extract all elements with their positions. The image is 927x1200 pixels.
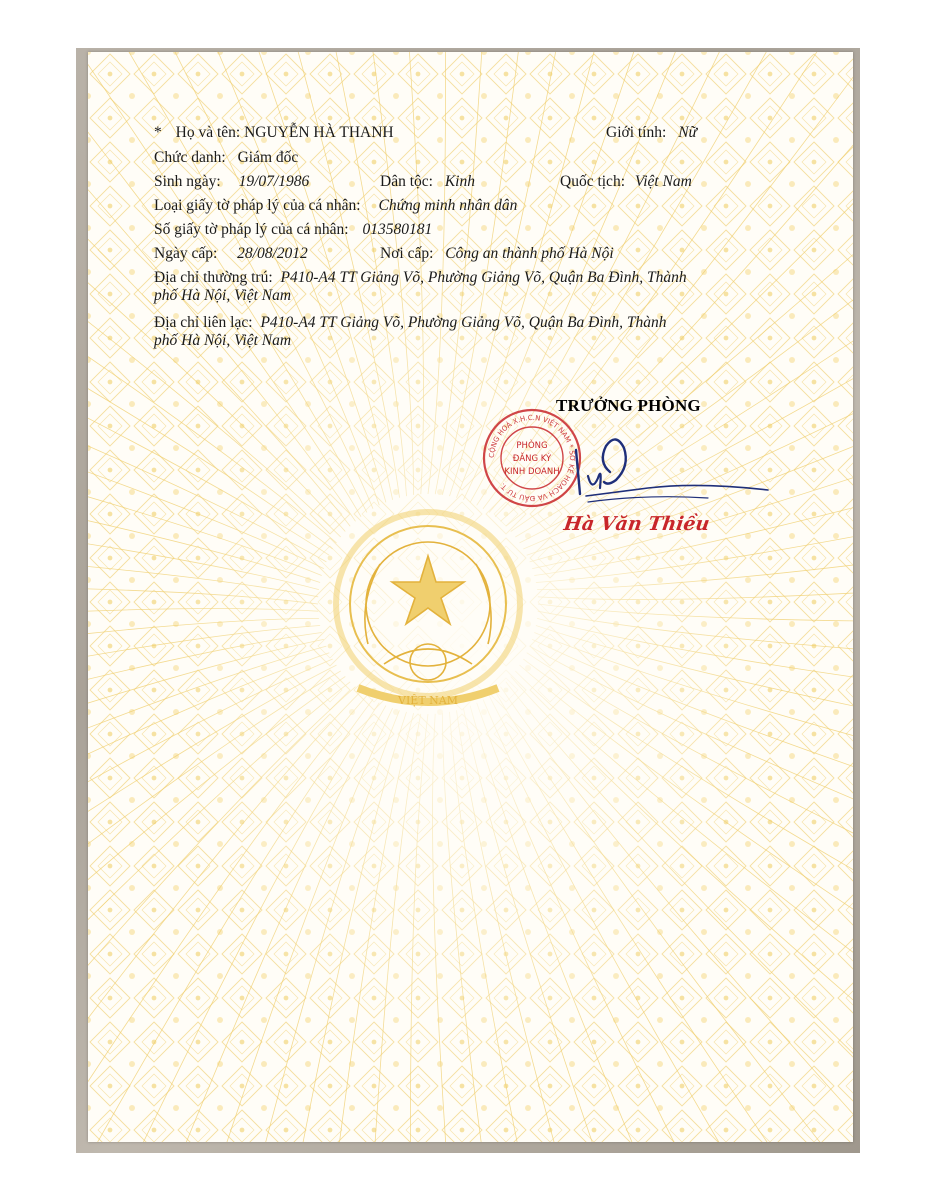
- permanent-address-line2: phố Hà Nội, Việt Nam: [154, 287, 292, 304]
- issue-date-row: [154, 245, 308, 263]
- gender-row: [606, 124, 697, 142]
- id-number-row: [154, 221, 432, 239]
- contact-address-line2: phố Hà Nội, Việt Nam: [154, 332, 292, 349]
- nationality-label: Quốc tịch:: [560, 173, 625, 190]
- title-value: Giám đốc: [237, 149, 299, 166]
- issue-place-row: [380, 245, 614, 263]
- handwritten-signature: [558, 432, 778, 512]
- id-number-value: 013580181: [362, 221, 433, 238]
- id-type-value: Chứng minh nhân dân: [378, 197, 518, 214]
- permanent-address-row: [154, 269, 687, 287]
- svg-text:PHÒNG: PHÒNG: [516, 441, 548, 451]
- gender-label: Giới tính:: [606, 124, 667, 141]
- title-label: Chức danh:: [154, 149, 226, 166]
- name-value: NGUYỄN HÀ THANH: [244, 124, 394, 141]
- svg-text:KINH DOANH: KINH DOANH: [504, 467, 560, 477]
- name-row: [154, 124, 394, 142]
- nationality-row: [560, 173, 692, 191]
- dob-row: [154, 173, 309, 191]
- id-type-row: [154, 197, 517, 215]
- permanent-address-label: Địa chỉ thường trú:: [154, 269, 273, 286]
- signer-position-title: TRƯỞNG PHÒNG: [556, 396, 701, 415]
- permanent-address-line1: P410-A4 TT Giảng Võ, Phường Giảng Võ, Quận Ba Đình, Thành: [280, 269, 687, 286]
- title-row: [154, 149, 298, 167]
- nationality-value: Việt Nam: [634, 173, 692, 190]
- svg-text:CỘNG HOÀ X.H.C.N VIỆT NAM * SỞ: CỘNG HOÀ X.H.C.N VIỆT NAM * SỞ KẾ HOẠCH VÀ ĐẦU TƯ T.: [487, 413, 577, 503]
- name-label: Họ và tên:: [175, 124, 241, 141]
- ethnic-label: Dân tộc:: [380, 173, 433, 190]
- contact-address-line1: P410-A4 TT Giảng Võ, Phường Giảng Võ, Quận Ba Đình, Thành: [260, 314, 667, 331]
- ethnic-value: Kinh: [444, 173, 475, 190]
- svg-text:VIỆT NAM: VIỆT NAM: [398, 694, 458, 707]
- contact-address-row: [154, 314, 667, 332]
- issue-place-value: Công an thành phố Hà Nội: [445, 245, 614, 262]
- contact-address-label: Địa chỉ liên lạc:: [154, 314, 253, 331]
- ethnic-row: [380, 173, 475, 191]
- bullet-marker: *: [154, 124, 162, 141]
- gender-value: Nữ: [678, 124, 697, 141]
- issue-date-value: 28/08/2012: [237, 245, 308, 262]
- id-type-label: Loại giấy tờ pháp lý của cá nhân:: [154, 197, 361, 214]
- dob-label: Sinh ngày:: [154, 173, 221, 190]
- dob-value: 19/07/1986: [238, 173, 310, 190]
- issue-place-label: Nơi cấp:: [380, 245, 434, 262]
- signer-name: Hà Văn Thiều: [562, 513, 711, 535]
- issue-date-label: Ngày cấp:: [154, 245, 218, 262]
- svg-text:ĐĂNG KÝ: ĐĂNG KÝ: [512, 454, 552, 464]
- id-number-label: Số giấy tờ pháp lý của cá nhân:: [154, 221, 349, 238]
- document-page: [88, 52, 853, 1142]
- owner-info-section: [88, 52, 853, 1142]
